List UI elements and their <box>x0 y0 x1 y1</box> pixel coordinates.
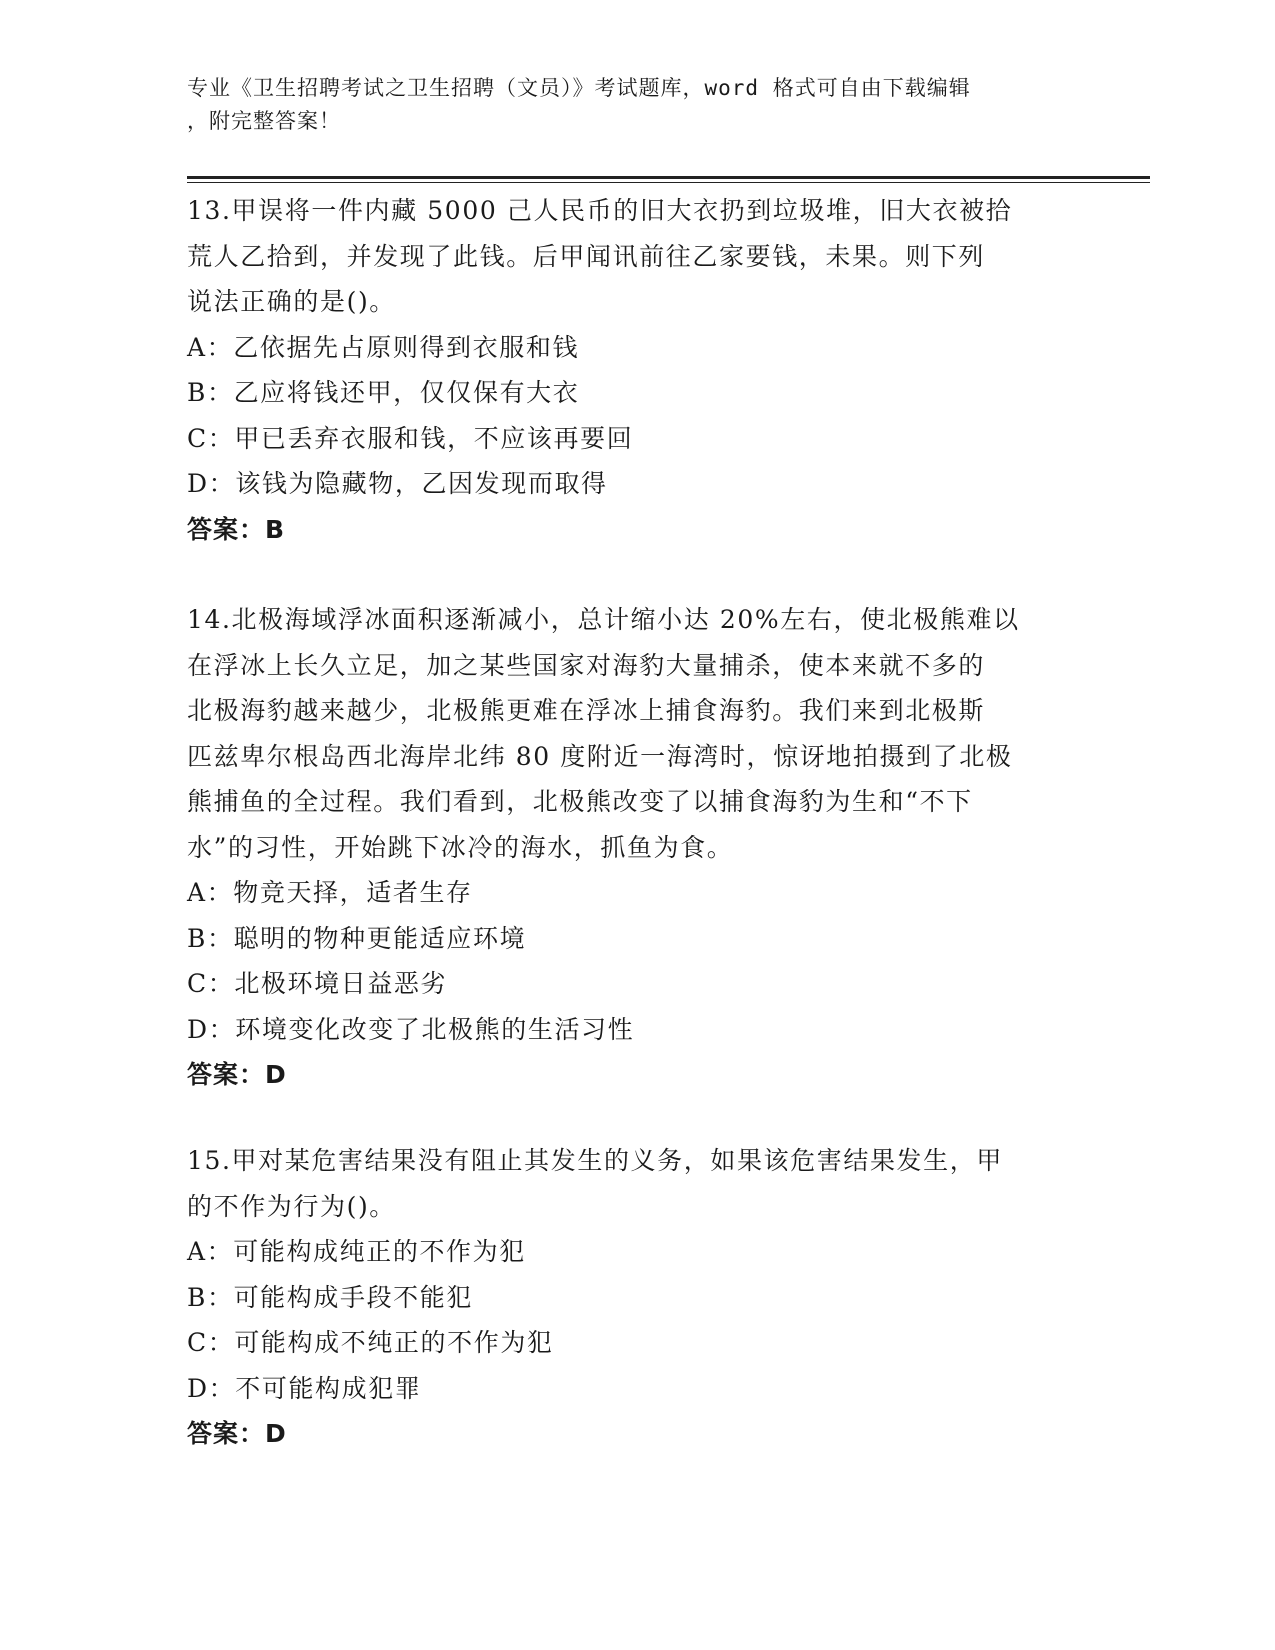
question-13 <box>187 188 1087 552</box>
answer-label: 答案：D <box>187 1419 287 1448</box>
question-stem-line: 说法正确的是()。 <box>187 287 396 316</box>
question-stem-line: 14.北极海域浮冰面积逐渐减小，总计缩小达 20%左右，使北极熊难以 <box>187 605 1020 634</box>
option-a: A：物竞天择，适者生存 <box>187 878 473 907</box>
document-header <box>187 72 1067 138</box>
header-line: ，附完整答案！ <box>187 109 341 133</box>
option-b: B：可能构成手段不能犯 <box>187 1282 473 1312</box>
option-d: D：不可能构成犯罪 <box>187 1373 422 1403</box>
option-b: B：聪明的物种更能适应环境 <box>187 923 527 953</box>
header-divider-thick <box>187 176 1150 179</box>
option-a: A：可能构成纯正的不作为犯 <box>187 1237 526 1266</box>
question-15 <box>187 1138 1087 1457</box>
answer-label: 答案：D <box>187 1060 287 1089</box>
question-stem-line: 熊捕鱼的全过程。我们看到，北极熊改变了以捕食海豹为生和“不下 <box>187 787 973 816</box>
option-c: C：甲已丢弃衣服和钱，不应该再要回 <box>187 423 634 453</box>
question-stem-line: 匹兹卑尔根岛西北海岸北纬 80 度附近一海湾时，惊讶地拍摄到了北极 <box>187 741 1013 771</box>
question-stem-line: 的不作为行为()。 <box>187 1191 396 1221</box>
question-14 <box>187 597 1087 1098</box>
option-c: C：北极环境日益恶劣 <box>187 969 448 998</box>
option-c: C：可能构成不纯正的不作为犯 <box>187 1328 554 1357</box>
question-stem-line: 在浮冰上长久立足，加之某些国家对海豹大量捕杀，使本来就不多的 <box>187 650 986 680</box>
option-d: D：环境变化改变了北极熊的生活习性 <box>187 1014 635 1044</box>
option-b: B：乙应将钱还甲，仅仅保有大衣 <box>187 378 580 407</box>
question-stem-line: 北极海豹越来越少，北极熊更难在浮冰上捕食海豹。我们来到北极斯 <box>187 696 986 725</box>
option-a: A：乙依据先占原则得到衣服和钱 <box>187 332 580 362</box>
question-stem-line: 水”的习性，开始跳下冰冷的海水，抓鱼为食。 <box>187 832 734 862</box>
question-stem-line: 13.甲误将一件内藏 5000 己人民币的旧大衣扔到垃圾堆，旧大衣被拾 <box>187 196 1013 225</box>
answer-label: 答案：B <box>187 514 286 544</box>
header-divider-thin <box>187 182 1150 183</box>
option-d: D：该钱为隐藏物，乙因发现而取得 <box>187 469 608 498</box>
header-line: 专业《卫生招聘考试之卫生招聘（文员）》考试题库，word 格式可自由下载编辑 <box>187 76 971 100</box>
question-stem-line: 15.甲对某危害结果没有阻止其发生的义务，如果该危害结果发生，甲 <box>187 1146 1003 1175</box>
question-stem-line: 荒人乙拾到，并发现了此钱。后甲闻讯前往乙家要钱，未果。则下列 <box>187 241 986 271</box>
